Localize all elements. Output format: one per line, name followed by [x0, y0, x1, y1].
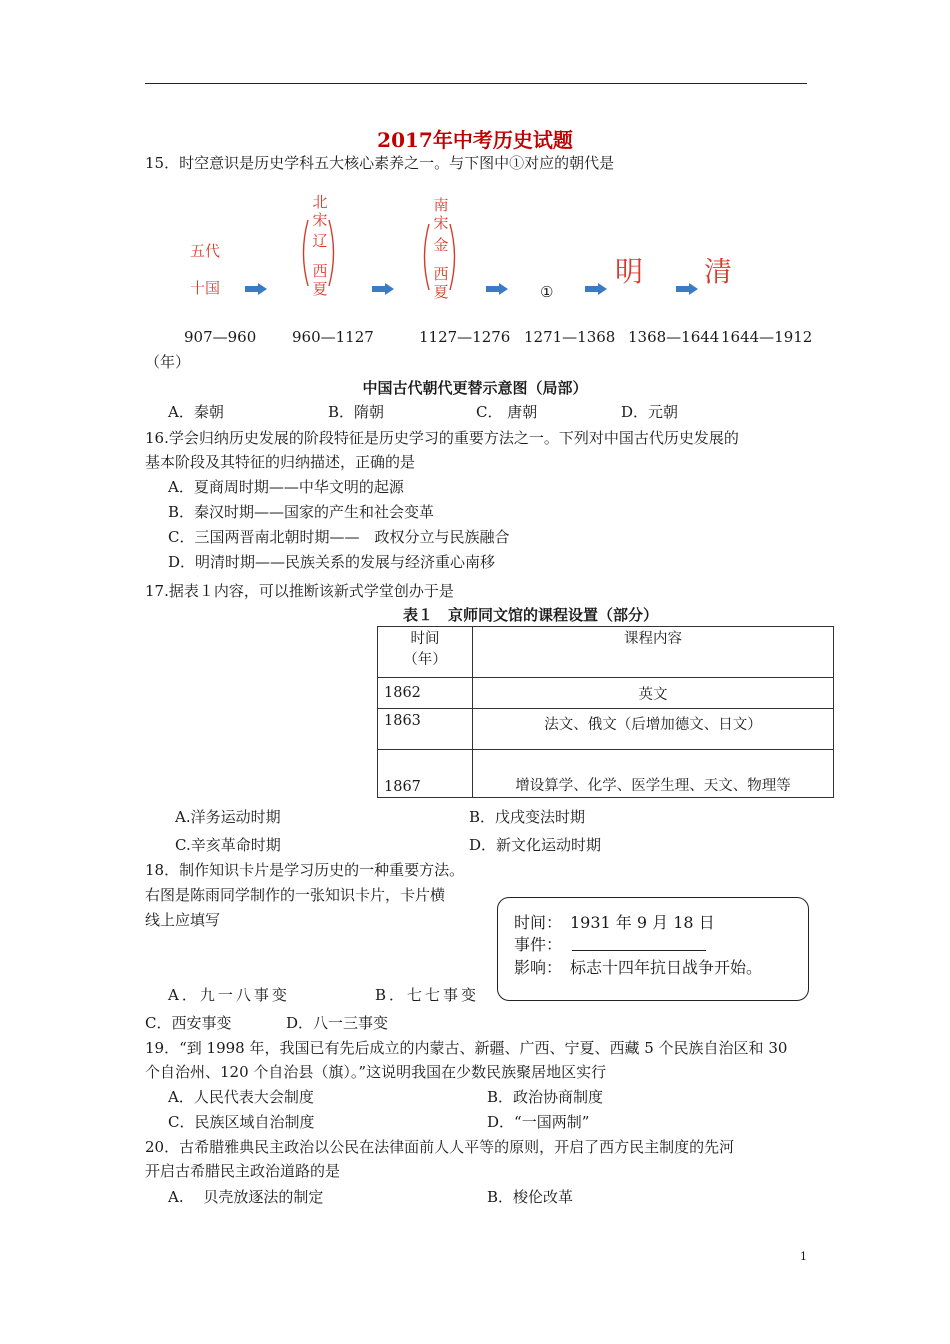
course-table — [377, 626, 834, 798]
card-event-blank — [572, 950, 706, 951]
label-jin: 金 — [433, 236, 449, 254]
q19-stem: 个自治州、120 个自治县（旗）。”这说明我国在少数民族聚居地区实行 — [145, 1063, 607, 1081]
year-label: 1368—1644 — [628, 328, 720, 346]
cell-content: 法文、俄文（后增加德文、日文） — [473, 709, 834, 750]
q16-stem: 基本阶段及其特征的归纳描述，正确的是 — [145, 453, 416, 471]
q16-option-b: B．秦汉时期——国家的产生和社会变革 — [168, 503, 435, 521]
card-time: 时间： 1931 年 9 月 18 日 — [514, 913, 715, 932]
page-number: 1 — [800, 1250, 807, 1263]
label-qing: 清 — [704, 255, 733, 288]
table-row — [378, 750, 834, 798]
year-unit: （年） — [145, 353, 191, 371]
year-label: 960—1127 — [292, 328, 374, 346]
header-time: 时间 （年） — [378, 627, 473, 678]
q20-stem: 20．古希腊雅典民主政治以公民在法律面前人人平等的原则，开启了西方民主制度的先河 — [145, 1138, 735, 1156]
q15-option-c: C． 唐朝 — [476, 403, 538, 421]
arrow-icon — [585, 283, 607, 295]
left-paren-icon — [419, 222, 431, 292]
year-label: 1127—1276 — [419, 328, 511, 346]
arrow-icon — [372, 283, 394, 295]
left-paren-icon — [298, 218, 310, 288]
q19-option-b: B．政治协商制度 — [487, 1088, 604, 1106]
arrow-icon — [676, 283, 698, 295]
cell-content: 英文 — [473, 678, 834, 709]
label-liao: 辽 — [312, 232, 328, 250]
cell-year: 1867 — [378, 750, 473, 798]
q17-option-b: B．戊戌变法时期 — [469, 808, 586, 826]
year-label: 1644—1912 — [721, 328, 813, 346]
label-wudai: 五代 — [190, 242, 221, 260]
q15-option-a: A．秦朝 — [168, 403, 224, 421]
knowledge-card — [497, 897, 809, 1001]
q18-stem: 线上应填写 — [145, 911, 221, 929]
q19-option-d: D．“一国两制” — [487, 1113, 590, 1131]
q16-option-a: A．夏商周时期——中华文明的起源 — [168, 478, 404, 496]
q19-option-c: C．民族区域自治制度 — [168, 1113, 315, 1131]
card-impact: 影响： 标志十四年抗日战争开始。 — [514, 958, 763, 977]
arrow-icon — [245, 283, 267, 295]
q19-option-a: A．人民代表大会制度 — [168, 1088, 314, 1106]
label-xixia-2: 西夏 — [433, 265, 449, 301]
q18-option-a: A．九一八事变 — [168, 986, 290, 1004]
table-header-row — [378, 627, 834, 678]
table-title: 表１ 京师同文馆的课程设置（部分） — [403, 606, 659, 624]
right-paren-icon — [327, 218, 339, 288]
cell-year: 1862 — [378, 678, 473, 709]
label-shiguo: 十国 — [190, 279, 221, 297]
table-row — [378, 709, 834, 750]
q18-option-c: C．西安事变 — [145, 1014, 232, 1032]
q19-stem: 19．“到 1998 年，我国已有先后成立的内蒙古、新疆、广西、宁夏、西藏 5 个民族自治区和 30 — [145, 1039, 788, 1057]
q15-option-b: B．隋朝 — [328, 403, 385, 421]
q17-option-a: A.洋务运动时期 — [175, 808, 281, 826]
right-paren-icon — [448, 222, 460, 292]
page-title: 2017年中考历史试题 — [377, 128, 573, 152]
cell-year: 1863 — [378, 709, 473, 750]
card-event: 事件： — [514, 935, 563, 954]
cell-content: 增设算学、化学、医学生理、天文、物理等 — [473, 750, 834, 798]
q20-option-b: B．梭伦改革 — [487, 1188, 574, 1206]
q18-option-b: B．七七事变 — [375, 986, 480, 1004]
q18-stem: 右图是陈雨同学制作的一张知识卡片，卡片横 — [145, 886, 446, 904]
year-label: 1271—1368 — [524, 328, 616, 346]
table-row — [378, 678, 834, 709]
header-content: 课程内容 — [473, 627, 834, 678]
q15-option-d: D．元朝 — [621, 403, 679, 421]
q20-option-a: A. 贝壳放逐法的制定 — [168, 1188, 324, 1206]
q18-option-d: D．八一三事变 — [286, 1014, 389, 1032]
q17-option-d: D．新文化运动时期 — [469, 836, 602, 854]
arrow-icon — [486, 283, 508, 295]
q16-option-c: C．三国两晋南北朝时期—— 政权分立与民族融合 — [168, 528, 510, 546]
q18-stem: 18．制作知识卡片是学习历史的一种重要方法。 — [145, 861, 465, 879]
label-ming: 明 — [615, 255, 644, 288]
q16-option-d: D．明清时期——民族关系的发展与经济重心南移 — [168, 553, 496, 571]
year-label: 907—960 — [184, 328, 257, 346]
q16-stem: 16.学会归纳历史发展的阶段特征是历史学习的重要方法之一。下列对中国古代历史发展的 — [145, 429, 739, 447]
label-xixia-1: 西夏 — [312, 262, 328, 298]
label-beisong: 北宋 — [312, 193, 328, 229]
q15-stem: 15．时空意识是历史学科五大核心素养之一。与下图中①对应的朝代是 — [145, 154, 615, 172]
q17-stem: 17.据表１内容，可以推断该新式学堂创办于是 — [145, 582, 454, 600]
label-nansong: 南宋 — [433, 196, 449, 232]
circle-one-marker: ① — [540, 283, 554, 301]
q20-stem: 开启古希腊民主政治道路的是 — [145, 1162, 341, 1180]
diagram-caption: 中国古代朝代更替示意图（局部） — [362, 379, 588, 397]
header-rule — [145, 83, 807, 84]
q17-option-c: C.辛亥革命时期 — [175, 836, 281, 854]
